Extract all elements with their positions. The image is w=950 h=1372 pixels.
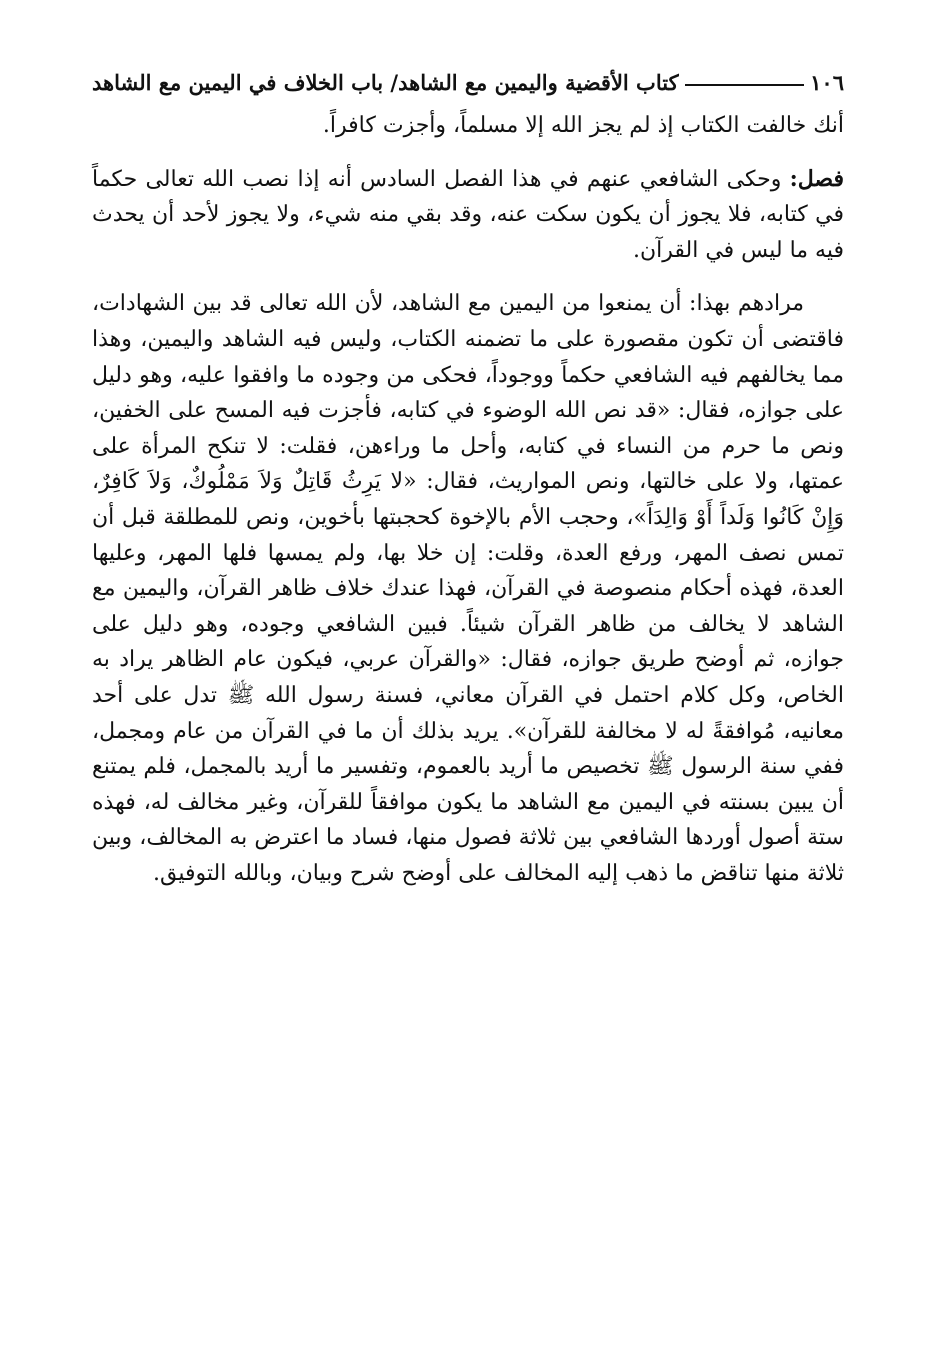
paragraph-text: أنك خالفت الكتاب إذ لم يجز الله إلا مسلماً، وأجزت كافراً. [322,113,844,138]
header-rule [685,84,805,86]
page-body [92,108,844,891]
section-label: فصل: [789,165,844,192]
page-number: ١٠٦ [810,70,844,95]
paragraph-fasl [92,162,844,269]
paragraph-text: وحكى الشافعي عنهم في هذا الفصل السادس أنه إذا نصب الله تعالى حكماً في كتابه، فلا يجوز أن يكون سكت عنه، وقد بقي منه شيء، ولا يجوز لأحد أن يحدث فيه ما ليس في القرآن. [92,166,844,263]
paragraph-continuation [92,108,844,144]
paragraph-main [92,286,844,891]
page-header [92,68,844,98]
running-title: كتاب الأقضية واليمين مع الشاهد/ باب الخلاف في اليمين مع الشاهد [92,70,679,95]
paragraph-text: مرادهم بهذا: أن يمنعوا من اليمين مع الشاهد، لأن الله تعالى قد بين الشهادات، فاقتضى أن تكون مقصورة على ما تضمنه الكتاب، وليس فيه الشاهد واليمين، وهذا مما يخالفهم فيه الشافعي حكماً ووجوداً، فحكى من وجوده ما وافقوا عليه، وهو دليل على جوازه، فقال: «قد نص الله الوضوء في كتابه، فأجزت فيه المسح على الخفين، ونص ما حرم من النساء في كتابه، وأحل ما وراءهن، فقلت: لا تنكح المرأة على عمتها، ولا على خالتها، ونص المواريث، فقال: «لا يَرِثُ قَاتِلٌ وَلاَ مَمْلُوكٌ، وَلاَ كَافِرٌ، وَإِنْ كَانُوا وَلَداً أَوْ وَالِدَاً»، وحجب الأم بالإخوة كحجبتها بأخوين، ونص للمطلقة قبل أن تمس نصف المهر، ورفع العدة، وقلت: إن خلا بها، ولم يمسها فلها المهر، وعليها العدة، فهذه أحكام منصوصة في القرآن، فهذا عندك خلاف ظاهر القرآن، واليمين مع الشاهد لا يخالف من ظاهر القرآن شيئاً. فبين الشافعي وجوده، وهو دليل على جوازه، ثم أوضح طريق جوازه، فقال: «والقرآن عربي، فيكون عام الظاهر يراد به الخاص، وكل كلام احتمل في القرآن معاني، فسنة رسول الله ﷺ تدل على أحد معانيه، مُوافقةً له لا مخالفة للقرآن». يريد بذلك أن ما في القرآن من عام ومجمل، ففي سنة الرسول ﷺ تخصيص ما أريد بالعموم، وتفسير ما أريد بالمجمل، فلم يمتنع أن يبين بسنته في اليمين مع الشاهد ما يكون موافقاً للقرآن، وغير مخالف له، فهذه ستة أصول أوردها الشافعي بين ثلاثة فصول منها، فساد ما اعترض به المخالف، وبين ثلاثة منها تناقض ما ذهب إليه المخالف على أوضح شرح وبيان، وبالله التوفيق. [92,291,844,886]
